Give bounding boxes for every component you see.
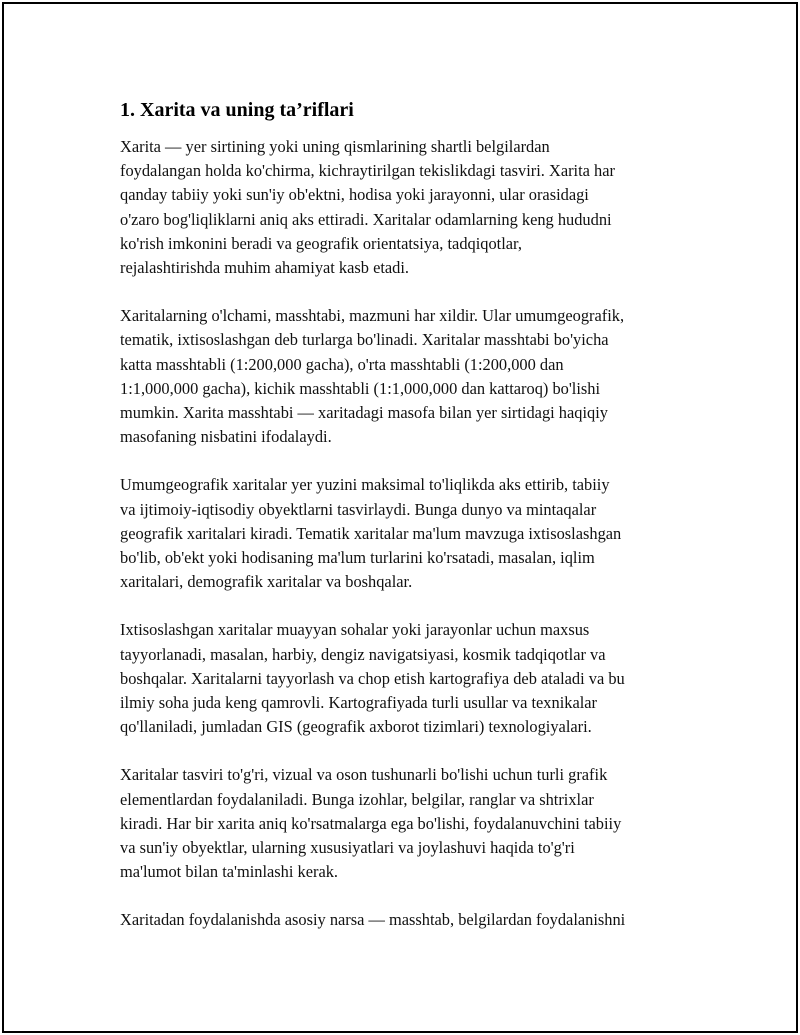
paragraph-line: kiradi. Har bir xarita aniq ko'rsatmalarga ega bo'lishi, foydalanuvchini tabiiy	[120, 813, 622, 833]
paragraph	[120, 304, 695, 449]
paragraph-line: o'zaro bog'liqliklarni aniq aks ettiradi. Xaritalar odamlarning keng hududni	[120, 209, 612, 229]
paragraph-line: ma'lumot bilan ta'minlashi kerak.	[120, 862, 339, 882]
paragraph	[120, 908, 695, 932]
paragraph-line: Xaritadan foydalanishda asosiy narsa — masshtab, belgilardan foydalanishni	[120, 910, 626, 930]
paragraph-line: Xaritalar tasviri to'g'ri, vizual va oson tushunarli bo'lishi uchun turli grafik	[120, 765, 608, 785]
paragraph-line: bo'lib, ob'ekt yoki hodisaning ma'lum turlarini ko'rsatadi, masalan, iqlim	[120, 548, 595, 568]
paragraph-line: qo'llaniladi, jumladan GIS (geografik axborot tizimlari) texnologiyalari.	[120, 717, 592, 737]
paragraph-line: xaritalari, demografik xaritalar va boshqalar.	[120, 572, 413, 592]
paragraph-line: va ijtimoiy-iqtisodiy obyektlarni tasvirlaydi. Bunga dunyo va mintaqalar	[120, 499, 597, 519]
paragraph	[120, 473, 695, 594]
paragraph-line: Ixtisoslashgan xaritalar muayyan sohalar yoki jarayonlar uchun maxsus	[120, 620, 590, 640]
paragraph-line: tematik, ixtisoslashgan deb turlarga bo'linadi. Xaritalar masshtabi bo'yicha	[120, 330, 609, 350]
document-title: 1. Xarita va uning ta’riflari	[120, 99, 354, 121]
paragraph-line: 1:1,000,000 gacha), kichik masshtabli (1:1,000,000 dan kattaroq) bo'lishi	[120, 378, 601, 398]
paragraph-line: foydalangan holda ko'chirma, kichraytirilgan tekislikdagi tasviri. Xarita har	[120, 161, 615, 181]
paragraph-line: ko'rish imkonini beradi va geografik orientatsiya, tadqiqotlar,	[120, 233, 522, 253]
paragraph-line: Xaritalarning o'lchami, masshtabi, mazmuni har xildir. Ular umumgeografik,	[120, 306, 625, 326]
paragraph-line: masofaning nisbatini ifodalaydi.	[120, 427, 332, 447]
paragraph-list	[120, 135, 695, 933]
paragraph-line: ilmiy soha juda keng qamrovli. Kartografiyada turli usullar va texnikalar	[120, 693, 598, 713]
paragraph-line: boshqalar. Xaritalarni tayyorlash va chop etish kartografiya deb ataladi va bu	[120, 668, 625, 688]
paragraph-line: mumkin. Xarita masshtabi — xaritadagi masofa bilan yer sirtidagi haqiqiy	[120, 403, 608, 423]
paragraph-line: va sun'iy obyektlar, ularning xususiyatlari va joylashuvi haqida to'g'ri	[120, 838, 575, 858]
document-body	[120, 97, 695, 957]
paragraph	[120, 135, 695, 280]
paragraph-line: geografik xaritalari kiradi. Tematik xaritalar ma'lum mavzuga ixtisoslashgan	[120, 523, 622, 543]
paragraph	[120, 618, 695, 739]
paragraph	[120, 763, 695, 884]
paragraph-line: katta masshtabli (1:200,000 gacha), o'rta masshtabli (1:200,000 dan	[120, 354, 564, 374]
paragraph-line: rejalashtirishda muhim ahamiyat kasb etadi.	[120, 258, 410, 278]
paragraph-line: Xarita — yer sirtining yoki uning qismlarining shartli belgilardan	[120, 137, 550, 156]
paragraph-line: elementlardan foydalaniladi. Bunga izohlar, belgilar, ranglar va shtrixlar	[120, 789, 594, 809]
paragraph-line: Umumgeografik xaritalar yer yuzini maksimal to'liqlikda aks ettirib, tabiiy	[120, 475, 610, 495]
paragraph-line: tayyorlanadi, masalan, harbiy, dengiz navigatsiyasi, kosmik tadqiqotlar va	[120, 644, 606, 664]
page-frame	[2, 2, 798, 1033]
paragraph-line: qanday tabiiy yoki sun'iy ob'ektni, hodisa yoki jarayonni, ular orasidagi	[120, 185, 589, 205]
